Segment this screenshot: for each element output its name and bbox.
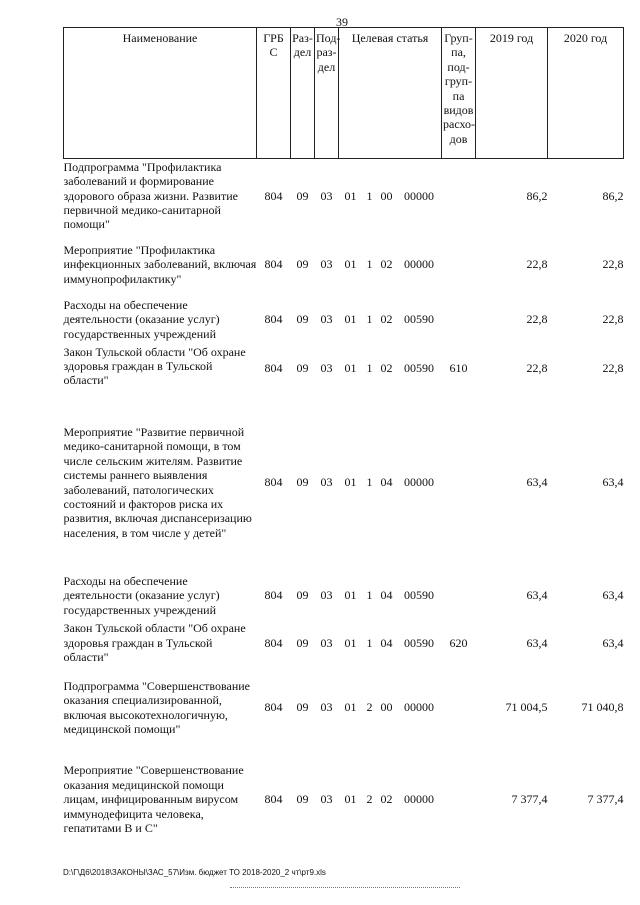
row-grbs: 804 <box>264 635 283 650</box>
row-amount-2019: 71 004,5 <box>505 700 548 715</box>
row-razdel: 09 <box>296 792 309 807</box>
row-target-program: 01 <box>344 257 357 272</box>
row-podrazdel: 03 <box>320 312 333 327</box>
row-target-subprogram: 1 <box>366 475 373 490</box>
row-target-event: 04 <box>380 588 393 603</box>
row-razdel: 09 <box>296 588 309 603</box>
header-2020: 2020 год <box>548 28 624 159</box>
row-podrazdel: 03 <box>320 361 333 376</box>
row-expense-group: 610 <box>449 361 468 376</box>
row-amount-2019: 22,8 <box>526 312 548 327</box>
row-target-direction: 00000 <box>404 700 434 715</box>
table-row <box>64 343 624 395</box>
row-target-direction: 00000 <box>404 257 434 272</box>
row-target-direction: 00000 <box>404 475 434 490</box>
row-target-subprogram: 1 <box>366 588 373 603</box>
row-target-program: 01 <box>344 361 357 376</box>
row-grbs: 804 <box>264 700 283 715</box>
row-target-event: 02 <box>380 361 393 376</box>
row-amount-2019: 63,4 <box>526 635 548 650</box>
row-name: Закон Тульской области "Об охране здоровья граждан в Тульской области" <box>63 621 246 665</box>
row-name: Мероприятие "Совершенствование оказания медицинской помощи лицам, инфицированным вирусом иммунодефицита человека, гепатитами В и С" <box>63 763 244 836</box>
row-name: Расходы на обеспечение деятельности (оказание услуг) государственных учреждений <box>63 573 220 617</box>
header-target-article: Целевая статья <box>339 28 442 159</box>
row-target-event: 02 <box>380 792 393 807</box>
row-target-direction: 00590 <box>404 588 434 603</box>
row-target-direction: 00000 <box>404 792 434 807</box>
header-podrazdel: Под- раз- дел <box>315 28 339 159</box>
row-target-program: 01 <box>344 475 357 490</box>
row-expense-group <box>442 666 476 750</box>
row-grbs: 804 <box>264 188 283 203</box>
row-target-event: 02 <box>380 257 393 272</box>
row-podrazdel: 03 <box>320 588 333 603</box>
row-amount-2019: 63,4 <box>526 475 548 490</box>
row-target-subprogram: 1 <box>366 635 373 650</box>
row-podrazdel: 03 <box>320 257 333 272</box>
row-grbs: 804 <box>264 257 283 272</box>
row-target-subprogram: 1 <box>366 361 373 376</box>
table-body <box>64 159 624 850</box>
header-2019: 2019 год <box>476 28 548 159</box>
row-grbs: 804 <box>264 475 283 490</box>
row-expense-group <box>442 159 476 233</box>
row-target-program: 01 <box>344 588 357 603</box>
row-amount-2020: 22,8 <box>602 361 624 376</box>
row-name: Подпрограмма "Профилактика заболеваний и формирование здорового образа жизни. Развитие первичной медико-санитарной помощи" <box>63 159 238 232</box>
table-row <box>64 233 624 297</box>
row-podrazdel: 03 <box>320 475 333 490</box>
row-expense-group <box>442 297 476 343</box>
row-target-subprogram: 1 <box>366 188 373 203</box>
row-razdel: 09 <box>296 257 309 272</box>
page-number: 39 <box>336 15 348 29</box>
row-target-subprogram: 2 <box>366 700 373 715</box>
row-target-event: 04 <box>380 475 393 490</box>
row-target-event: 02 <box>380 312 393 327</box>
row-amount-2019: 22,8 <box>526 361 548 376</box>
footer-divider <box>230 887 460 888</box>
row-razdel: 09 <box>296 475 309 490</box>
table-row <box>64 621 624 666</box>
row-target-event: 04 <box>380 635 393 650</box>
row-target-program: 01 <box>344 700 357 715</box>
row-target-direction: 00590 <box>404 635 434 650</box>
table-row <box>64 395 624 571</box>
row-target-direction: 00590 <box>404 312 434 327</box>
table-row <box>64 297 624 343</box>
row-amount-2020: 22,8 <box>602 312 624 327</box>
row-amount-2019: 63,4 <box>526 588 548 603</box>
table-header <box>64 28 624 159</box>
budget-table <box>63 27 624 850</box>
header-razdel: Раз- дел <box>291 28 315 159</box>
row-expense-group: 620 <box>449 635 468 650</box>
row-grbs: 804 <box>264 361 283 376</box>
footer-file-path: D:\Г\Д6\2018\ЗАКОНЫ\ЗАС_57\Изм. бюджет ТО 2018-2020_2 чт\рт9.xls <box>63 868 326 877</box>
header-name: Наименование <box>64 28 257 159</box>
row-razdel: 09 <box>296 700 309 715</box>
row-expense-group <box>442 750 476 850</box>
row-amount-2019: 22,8 <box>526 257 548 272</box>
header-expense-group: Груп- па, под- груп- па видов расхо- дов <box>442 28 476 159</box>
row-target-direction: 00590 <box>404 361 434 376</box>
row-expense-group <box>442 233 476 297</box>
row-target-subprogram: 2 <box>366 792 373 807</box>
row-target-event: 00 <box>380 188 393 203</box>
row-amount-2019: 7 377,4 <box>511 792 548 807</box>
row-amount-2020: 63,4 <box>602 588 624 603</box>
row-target-subprogram: 1 <box>366 312 373 327</box>
row-amount-2020: 71 040,8 <box>581 700 624 715</box>
row-target-program: 01 <box>344 792 357 807</box>
row-target-event: 00 <box>380 700 393 715</box>
row-target-subprogram: 1 <box>366 257 373 272</box>
row-razdel: 09 <box>296 635 309 650</box>
row-amount-2019: 86,2 <box>526 188 548 203</box>
row-razdel: 09 <box>296 361 309 376</box>
row-podrazdel: 03 <box>320 188 333 203</box>
row-razdel: 09 <box>296 188 309 203</box>
table-row <box>64 571 624 621</box>
row-target-program: 01 <box>344 312 357 327</box>
row-amount-2020: 7 377,4 <box>587 792 624 807</box>
row-amount-2020: 63,4 <box>602 635 624 650</box>
table-row <box>64 750 624 850</box>
row-expense-group <box>442 395 476 571</box>
row-target-program: 01 <box>344 188 357 203</box>
row-podrazdel: 03 <box>320 792 333 807</box>
row-name: Расходы на обеспечение деятельности (оказание услуг) государственных учреждений <box>63 297 220 341</box>
table-row <box>64 159 624 233</box>
row-name: Мероприятие "Развитие первичной медико-санитарной помощи, в том числе сельским жителям. Развитие системы раннего выявления заболеваний, патологических состояний и факторов риска их развития, включая диспансеризацию населения, в том числе у детей" <box>63 424 252 540</box>
row-name: Подпрограмма "Совершенствование оказания специализированной, включая высокотехнологичную, медицинской помощи" <box>63 678 250 736</box>
row-name: Мероприятие "Профилактика инфекционных заболеваний, включая иммунопрофилактику" <box>63 242 257 286</box>
row-amount-2020: 86,2 <box>602 188 624 203</box>
row-target-program: 01 <box>344 635 357 650</box>
row-podrazdel: 03 <box>320 635 333 650</box>
table-row <box>64 666 624 750</box>
row-razdel: 09 <box>296 312 309 327</box>
row-amount-2020: 63,4 <box>602 475 624 490</box>
header-grbs: ГРБ С <box>257 28 291 159</box>
row-podrazdel: 03 <box>320 700 333 715</box>
row-name: Закон Тульской области "Об охране здоровья граждан в Тульской области" <box>63 344 246 388</box>
row-target-direction: 00000 <box>404 188 434 203</box>
row-grbs: 804 <box>264 588 283 603</box>
row-expense-group <box>442 571 476 621</box>
row-grbs: 804 <box>264 312 283 327</box>
row-amount-2020: 22,8 <box>602 257 624 272</box>
row-grbs: 804 <box>264 792 283 807</box>
